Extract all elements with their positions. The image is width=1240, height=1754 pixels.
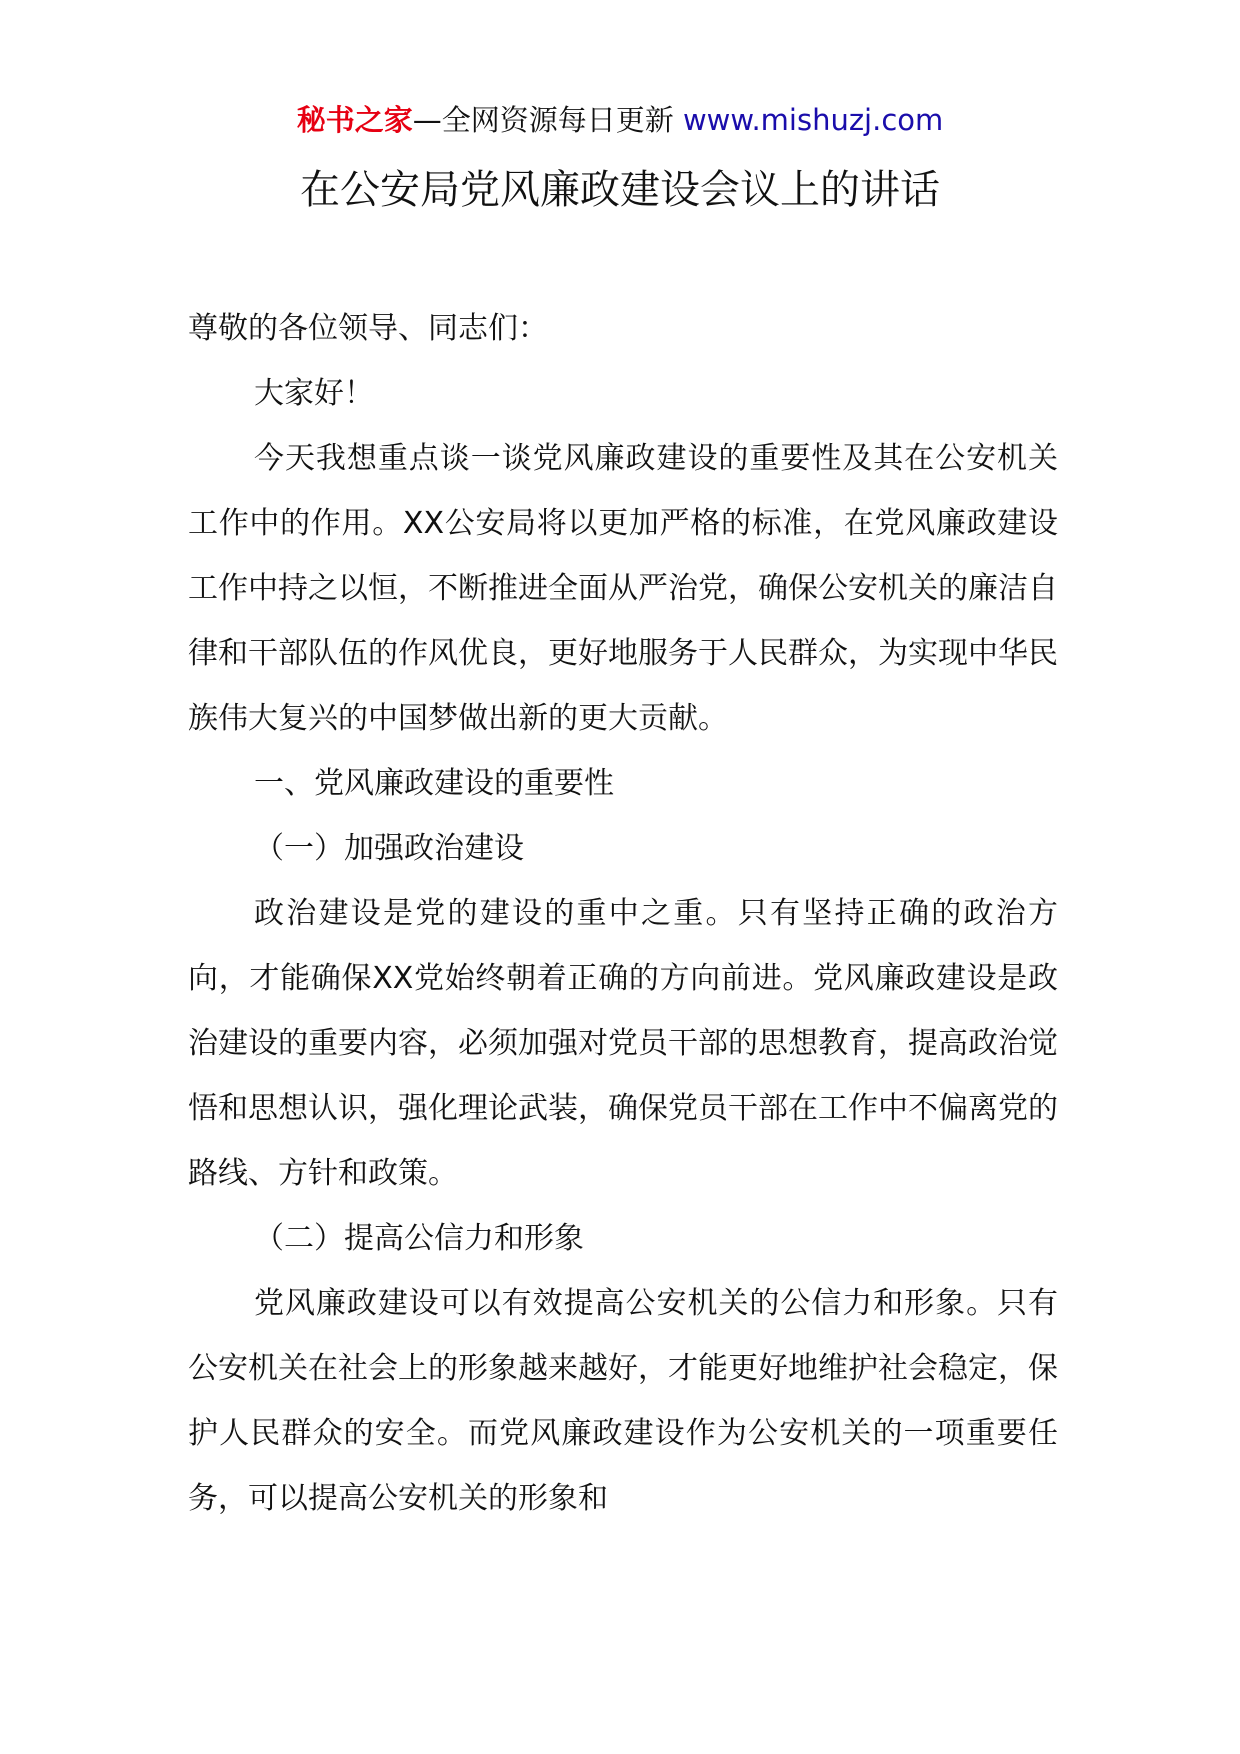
site-url-link[interactable]: www.mishuzj.com [682,103,944,137]
section-heading: 一、党风廉政建设的重要性 [254,766,614,801]
greeting: 大家好！ [254,376,374,411]
intro-paragraph: 今天我想重点谈一谈党风廉政建设的重要性及其在公安机关工作中的作用。XX公安局将以更加严格的标准，在党风廉政建设工作中持之以恒，不断推进全面从严治党，确保公安机关的廉洁自律和干部队伍的作风优良，更好地服务于人民群众，为实现中华民族伟大复兴的中国梦做出新的更大贡献。 [188,441,1058,736]
brand-name: 秘书之家 [296,103,413,137]
document-title: 在公安局党风廉政建设会议上的讲话 [300,167,940,213]
site-banner [0,100,1240,140]
subsection-heading: （一）加强政治建设 [254,831,524,866]
banner-tagline: —全网资源每日更新 [412,103,674,137]
body-paragraph: 党风廉政建设可以有效提高公安机关的公信力和形象。只有公安机关在社会上的形象越来越好，才能更好地维护社会稳定，保护人民群众的安全。而党风廉政建设作为公安机关的一项重要任务，可以提高公安机关的形象和 [188,1286,1058,1516]
document-body [188,296,1058,1531]
salutation: 尊敬的各位领导、同志们： [188,311,548,346]
body-paragraph: 政治建设是党的建设的重中之重。只有坚持正确的政治方向，才能确保XX党始终朝着正确的方向前进。党风廉政建设是政治建设的重要内容，必须加强对党员干部的思想教育，提高政治觉悟和思想认识，强化理论武装，确保党员干部在工作中不偏离党的路线、方针和政策。 [188,896,1058,1191]
subsection-heading: （二）提高公信力和形象 [254,1221,584,1256]
